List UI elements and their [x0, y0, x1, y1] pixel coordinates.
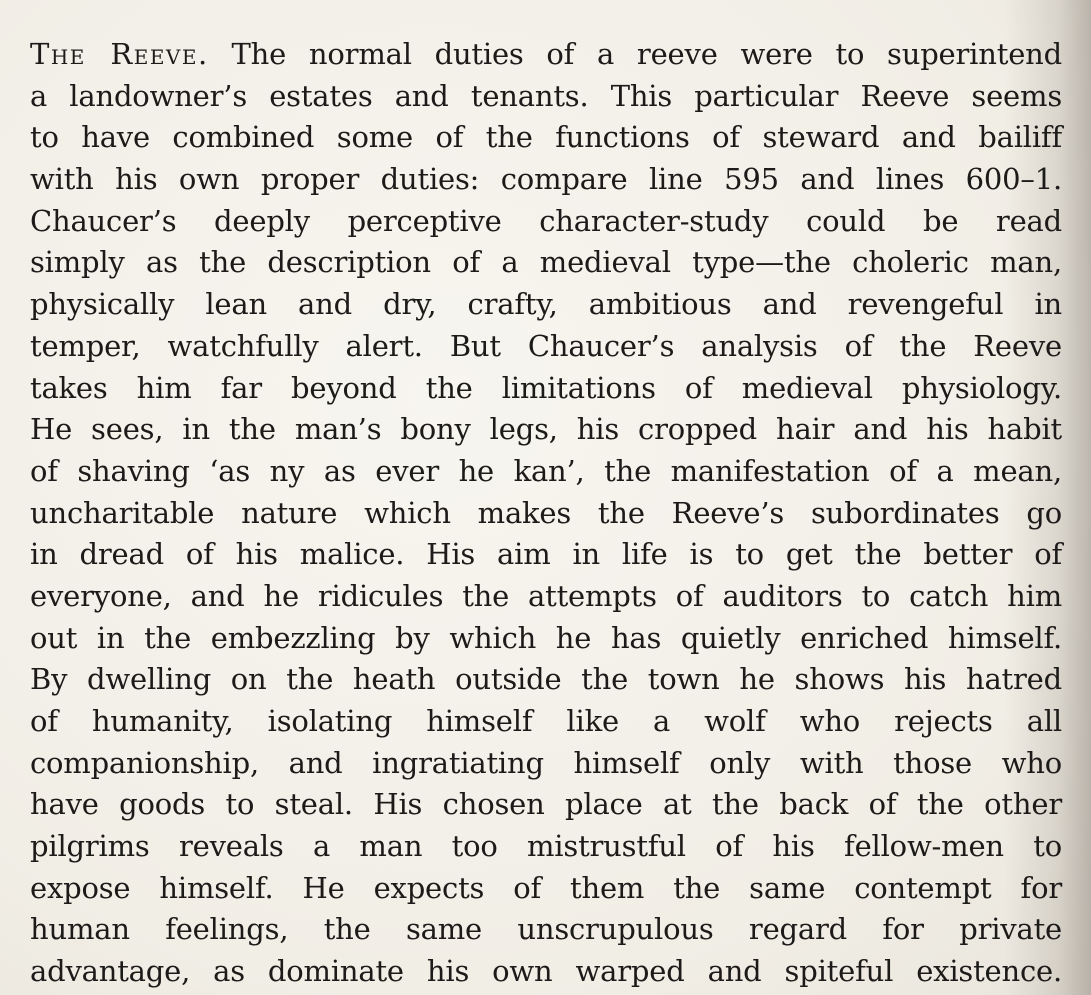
- text-line-6: simply as the description of a medieval type—the choleric man,: [30, 245, 1062, 280]
- text-line-2: a landowner’s estates and tenants. This particular Reeve seems: [30, 78, 1062, 113]
- text-line-9: takes him far beyond the limitations of medieval physiology.: [30, 370, 1062, 405]
- text-line-21: expose himself. He expects of them the same contempt for: [30, 870, 1062, 905]
- text-line-8: temper, watchfully alert. But Chaucer’s analysis of the Reeve: [30, 328, 1062, 363]
- text-line-22: human feelings, the same unscrupulous regard for private: [30, 912, 1062, 947]
- text-line-12: uncharitable nature which makes the Reeve’s subordinates go: [30, 495, 1062, 530]
- text-line-1: [30, 34, 1062, 76]
- text-line-20: pilgrims reveals a man too mistrustful of his fellow-men to: [30, 829, 1062, 864]
- text-line-4: with his own proper duties: compare line 595 and lines 600–1.: [30, 162, 1062, 197]
- text-line-10: He sees, in the man’s bony legs, his cropped hair and his habit: [30, 412, 1062, 447]
- section-heading: The Reeve.: [30, 37, 209, 71]
- text-line-14: everyone, and he ridicules the attempts of auditors to catch him: [30, 578, 1062, 613]
- text-line-5: Chaucer’s deeply perceptive character-study could be read: [30, 203, 1062, 238]
- text-line-18: companionship, and ingratiating himself only with those who: [30, 745, 1062, 780]
- text-line-11: of shaving ‘as ny as ever he kan’, the manifestation of a mean,: [30, 453, 1062, 488]
- text-line-16: By dwelling on the heath outside the town he shows his hatred: [30, 662, 1062, 697]
- text-line-15: out in the embezzling by which he has quietly enriched himself.: [30, 620, 1062, 655]
- text-line-13: in dread of his malice. His aim in life is to get the better of: [30, 537, 1062, 572]
- text-line-23: advantage, as dominate his own warped and spiteful existence.: [30, 954, 1062, 989]
- text-line-17: of humanity, isolating himself like a wolf who rejects all: [30, 704, 1062, 738]
- text-line-3: to have combined some of the functions of steward and bailiff: [30, 120, 1062, 155]
- text-line-19: have goods to steal. His chosen place at the back of the other: [30, 787, 1062, 822]
- text-line-7: physically lean and dry, crafty, ambitious and revengeful in: [30, 287, 1062, 322]
- commentary-paragraph: [30, 34, 1062, 993]
- text-line-1-body: The normal duties of a reeve were to superintend: [208, 37, 1062, 71]
